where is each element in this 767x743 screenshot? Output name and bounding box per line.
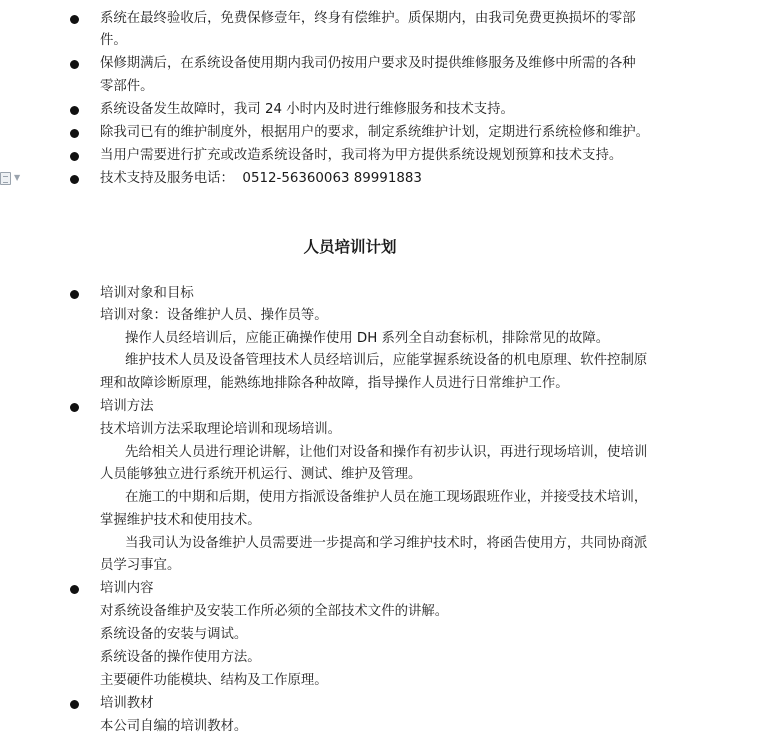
subsection-heading: 培训内容	[100, 581, 154, 596]
bullet-icon	[70, 175, 79, 184]
subsection-heading: 培训教材	[100, 696, 154, 711]
list-item-line: 当用户需要进行扩充或改造系统设备时，我司将为甲方提供系统设规划预算和技术支持。	[100, 148, 623, 163]
paragraph-line: 人员能够独立进行系统开机运行、测试、维护及管理。	[100, 467, 422, 482]
paragraph-line: 操作人员经培训后，应能正确操作使用 DH 系列全自动套标机，排除常见的故障。	[125, 331, 610, 346]
paragraph-line: 技术培训方法采取理论培训和现场培训。	[100, 422, 342, 437]
paragraph-line: 先给相关人员进行理论讲解，让他们对设备和操作有初步认识，再进行现场培训，使培训	[125, 445, 648, 460]
paragraph-line: 主要硬件功能模块、结构及工作原理。	[100, 673, 328, 688]
paragraph-line: 维护技术人员及设备管理技术人员经培训后，应能掌握系统设备的机电原理、软件控制原	[125, 353, 648, 368]
list-item-line: 零部件。	[100, 79, 154, 94]
paragraph-line: 本公司自编的培训教材。	[100, 719, 248, 734]
list-item-line: 系统在最终验收后，免费保修壹年，终身有偿维护。质保期内，由我司免费更换损坏的零部	[100, 11, 636, 26]
bullet-icon	[70, 700, 79, 709]
list-item-line: 除我司已有的维护制度外，根据用户的要求，制定系统维护计划，定期进行系统检修和维护。	[100, 125, 650, 140]
subsection-heading: 培训方法	[100, 399, 154, 414]
list-item-line: 技术支持及服务电话： 0512-56360063 89991883	[100, 171, 422, 186]
bullet-icon	[70, 106, 79, 115]
paragraph-line: 员学习事宜。	[100, 558, 181, 573]
bullet-icon	[70, 290, 79, 299]
subsection-heading: 培训对象和目标	[100, 286, 194, 301]
paragraph-line: 理和故障诊断原理，能熟练地排除各种故障，指导操作人员进行日常维护工作。	[100, 376, 569, 391]
paragraph-line: 当我司认为设备维护人员需要进一步提高和学习维护技术时，将函告使用方，共同协商派	[125, 536, 648, 551]
section-title: 人员培训计划	[303, 238, 397, 256]
caret-down-icon: ▼	[14, 173, 21, 182]
page-marker-icon[interactable]	[0, 170, 20, 186]
bullet-icon	[70, 60, 79, 69]
paragraph-line: 系统设备的操作使用方法。	[100, 650, 261, 665]
paragraph-line: 对系统设备维护及安装工作所必须的全部技术文件的讲解。	[100, 604, 449, 619]
paragraph-line: 掌握维护技术和使用技术。	[100, 513, 261, 528]
bullet-icon	[70, 129, 79, 138]
bullet-icon	[70, 152, 79, 161]
bullet-icon	[70, 15, 79, 24]
list-item-line: 系统设备发生故障时，我司 24 小时内及时进行维修服务和技术支持。	[100, 102, 514, 117]
bullet-icon	[70, 403, 79, 412]
paragraph-line: 在施工的中期和后期，使用方指派设备维护人员在施工现场跟班作业，并接受技术培训，	[125, 490, 648, 505]
list-item-line: 保修期满后，在系统设备使用期内我司仍按用户要求及时提供维修服务及维修中所需的各种	[100, 56, 636, 71]
paragraph-line: 培训对象：设备维护人员、操作员等。	[100, 308, 328, 323]
list-item-line: 件。	[100, 33, 127, 48]
bullet-icon	[70, 585, 79, 594]
document-icon	[0, 172, 11, 185]
paragraph-line: 系统设备的安装与调试。	[100, 627, 248, 642]
